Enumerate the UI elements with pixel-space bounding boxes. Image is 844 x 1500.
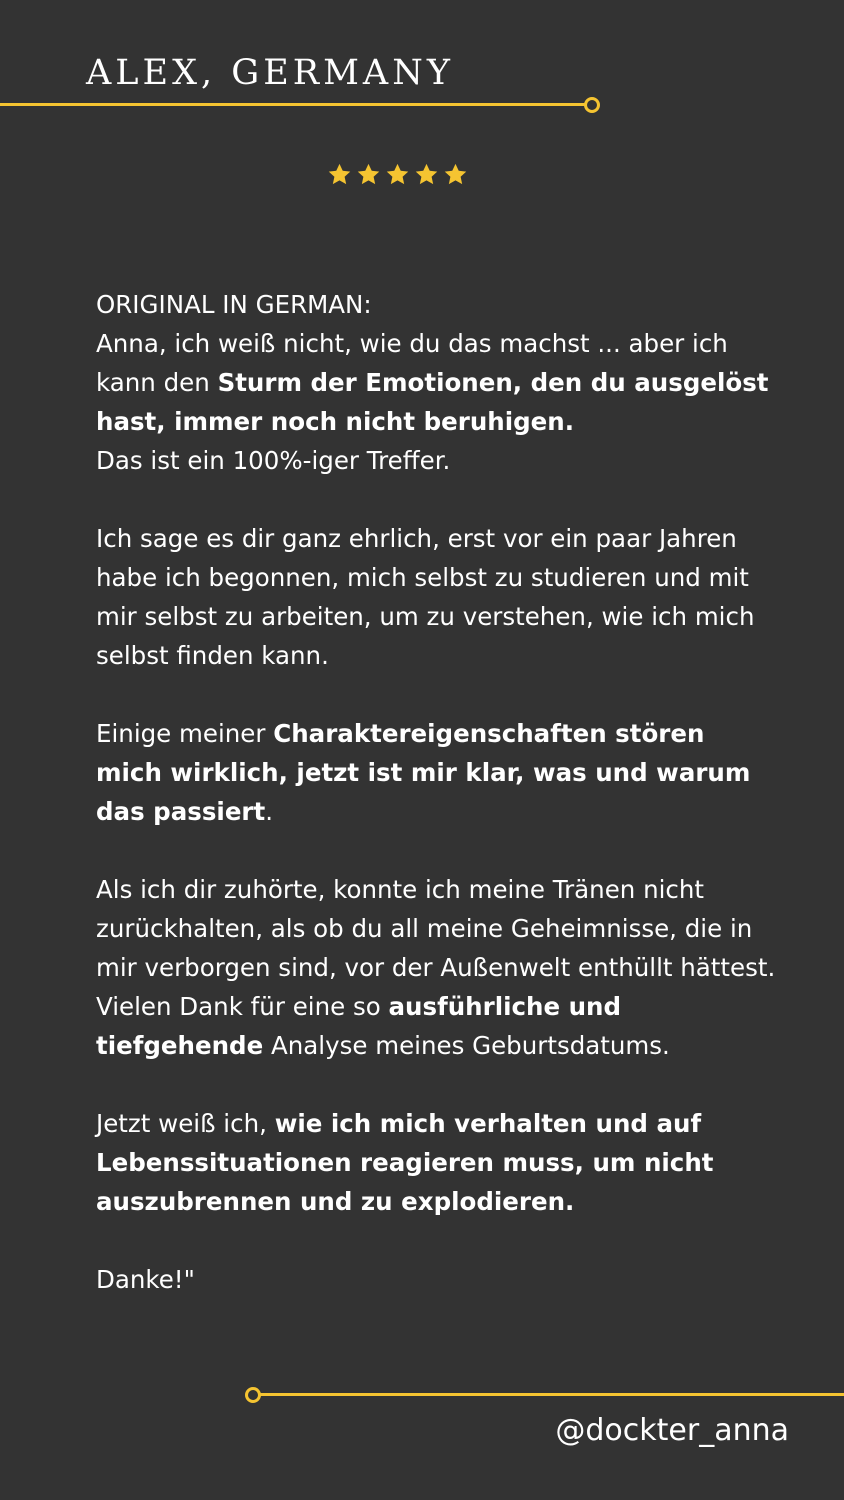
star-rating [327,162,468,187]
review-p6-bold: wie ich mich verhalten und auf Lebenssituationen reagieren muss, um nicht auszubrennen und zu explodieren. [96,1109,714,1216]
top-divider-ring [584,97,600,113]
review-paragraph-3 [96,714,776,831]
review-p3-text: Einige meiner [96,719,274,748]
review-p6-text: Jetzt weiß ich, [96,1109,275,1138]
top-divider-line [0,103,586,106]
star-icon [443,162,468,187]
review-p3-end: . [265,797,274,826]
review-p5-end: Analyse meines Geburtsdatums. [263,1031,670,1060]
review-paragraph-1b: Das ist ein 100%-iger Treffer. [96,446,451,475]
review-p3-bold: Charaktereigenschaften stören mich wirklich, jetzt ist mir klar, was und warum das passiert [96,719,751,826]
review-paragraph-4: Als ich dir zuhörte, konnte ich meine Tränen nicht zurückhalten, als ob du all meine Geheimnisse, die in mir verborgen sind, vor der Außenwelt enthüllt hättest. [96,875,776,982]
review-paragraph-1 [96,324,776,441]
review-paragraph-6 [96,1104,776,1221]
review-p5-text: Vielen Dank für eine so [96,992,389,1021]
review-text [96,285,776,1299]
star-icon [385,162,410,187]
review-paragraph-7: Danke!" [96,1265,195,1294]
bottom-divider-line [258,1393,844,1396]
review-p1-bold: Sturm der Emotionen, den du ausgelöst hast, immer noch nicht beruhigen. [96,368,769,436]
bottom-divider-ring [245,1387,261,1403]
review-heading: ORIGINAL IN GERMAN: [96,290,372,319]
header-title: ALEX, GERMANY [86,53,454,93]
star-icon [414,162,439,187]
author-handle: @dockter_anna [555,1413,789,1448]
star-icon [327,162,352,187]
review-p5-bold: ausführliche und tiefgehende [96,992,622,1060]
review-paragraph-2: Ich sage es dir ganz ehrlich, erst vor ein paar Jahren habe ich begonnen, mich selbst zu studieren und mit mir selbst zu arbeiten, um zu verstehen, wie ich mich selbst finden kann. [96,524,755,670]
review-p1-text: Anna, ich weiß nicht, wie du das machst ... aber ich kann den [96,329,728,397]
review-paragraph-5 [96,987,776,1065]
star-icon [356,162,381,187]
